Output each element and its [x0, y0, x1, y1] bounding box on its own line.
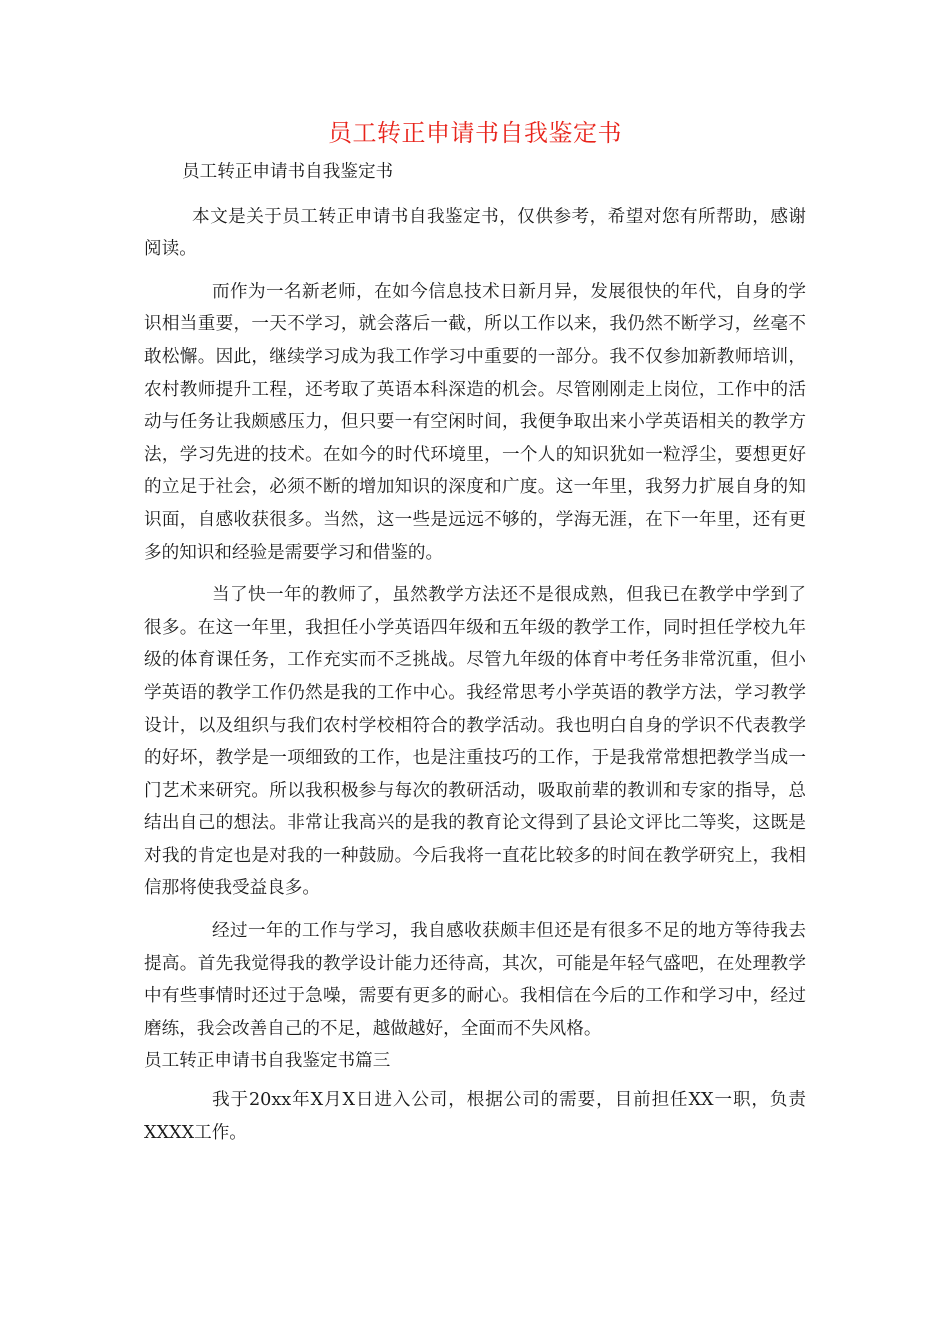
- document-subtitle: 员工转正申请书自我鉴定书: [182, 162, 394, 182]
- body-paragraph-1: 而作为一名新老师，在如今信息技术日新月异，发展很快的年代，自身的学识相当重要，一天不学习，就会落后一截，所以工作以来，我仍然不断学习，丝毫不敢松懈。因此，继续学习成为我工作学习中重要的一部分。我不仅参加新教师培训，农村教师提升工程，还考取了英语本科深造的机会。尽管刚刚走上岗位，工作中的活动与任务让我颇感压力，但只要一有空闲时间，我便争取出来小学英语相关的教学方法，学习先进的技术。在如今的时代环境里，一个人的知识犹如一粒浮尘，要想更好的立足于社会，必须不断的增加知识的深度和广度。这一年里，我努力扩展自身的知识面，自感收获很多。当然，这一些是远远不够的，学海无涯，在下一年里，还有更多的知识和经验是需要学习和借鉴的。: [144, 281, 806, 563]
- document-title: 员工转正申请书自我鉴定书: [328, 119, 622, 147]
- document-body: [144, 156, 806, 1159]
- section-heading: 员工转正申请书自我鉴定书篇三: [144, 1051, 391, 1072]
- body-paragraph-3: 经过一年的工作与学习，我自感收获颇丰但还是有很多不足的地方等待我去提高。首先我觉得我的教学设计能力还待高，其次，可能是年轻气盛吧，在处理教学中有些事情时还过于急噪，需要有更多的耐心。我相信在今后的工作和学习中，经过磨练，我会改善自己的不足，越做越好，全面而不失风格。: [144, 921, 806, 1039]
- body-paragraph-4: 我于20xx年X月X日进入公司，根据公司的需要，目前担任XX一职，负责XXXX工作。: [144, 1090, 806, 1143]
- body-paragraph-2: 当了快一年的教师了，虽然教学方法还不是很成熟，但我已在教学中学到了很多。在这一年里，我担任小学英语四年级和五年级的教学工作，同时担任学校九年级的体育课任务，工作充实而不乏挑战。尽管九年级的体育中考任务非常沉重，但小学英语的教学工作仍然是我的工作中心。我经常思考小学英语的教学方法，学习教学设计，以及组织与我们农村学校相符合的教学活动。我也明白自身的学识不代表教学的好坏，教学是一项细致的工作，也是注重技巧的工作，于是我常常想把教学当成一门艺术来研究。所以我积极参与每次的教研活动，吸取前辈的教训和专家的指导，总结出自己的想法。非常让我高兴的是我的教育论文得到了县论文评比二等奖，这既是对我的肯定也是对我的一种鼓励。今后我将一直花比较多的时间在教学研究上，我相信那将使我受益良多。: [144, 585, 806, 899]
- intro-paragraph: 本文是关于员工转正申请书自我鉴定书，仅供参考，希望对您有所帮助，感谢阅读。: [144, 206, 806, 260]
